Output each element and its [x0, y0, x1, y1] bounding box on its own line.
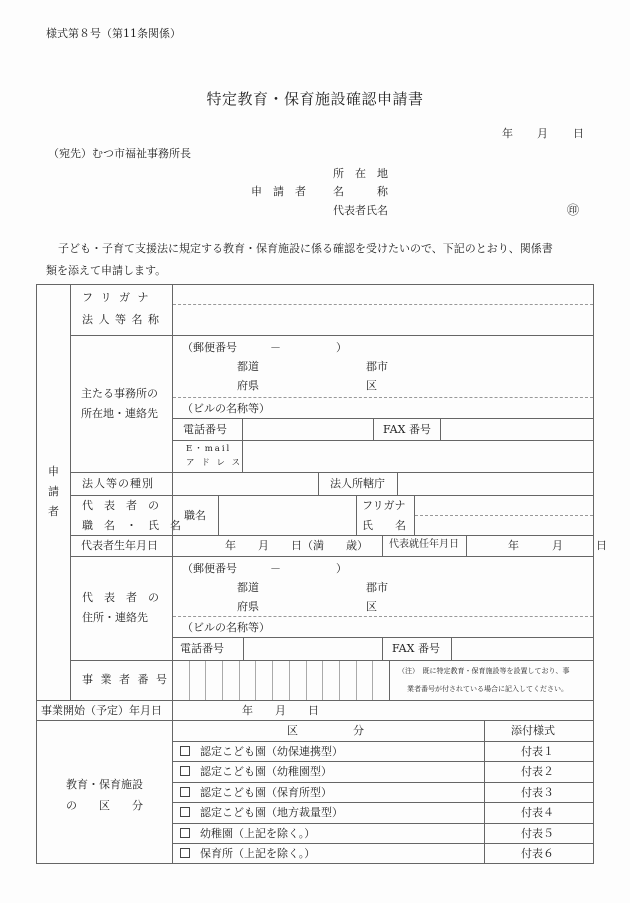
corp-name-input[interactable]	[173, 305, 593, 334]
category-label: 認定こども園（幼稚園型）	[200, 765, 332, 779]
business-number-cell-divider	[272, 661, 273, 700]
rep-phone-input[interactable]	[244, 638, 382, 659]
business-number-cell-divider	[205, 661, 206, 700]
job-title-label: 職名	[184, 509, 206, 522]
category-attachment: 付表５	[521, 826, 554, 840]
applicant-location-label: 所 在 地	[333, 167, 388, 180]
checkbox-icon[interactable]	[180, 787, 190, 797]
rep-title-label-2: 職 名 ・ 氏 名	[82, 519, 181, 532]
rep-building-label: （ビルの名称等）	[182, 621, 270, 634]
category-label: 幼稚園（上記を除く。）	[200, 826, 316, 840]
start-date-label: 事業開始（予定）年月日	[41, 704, 162, 717]
business-number-cell-divider	[189, 661, 190, 700]
rep-fuken-label: 府県	[237, 600, 259, 613]
category-label: 認定こども園（地方裁量型）	[200, 806, 343, 820]
rep-fax-input[interactable]	[452, 638, 593, 659]
rep-title-label-1: 代 表 者 の	[82, 499, 159, 512]
corp-name-label: 法 人 等 名 称	[82, 313, 160, 326]
intro-text-line-2: 類を添えて申請します。	[46, 264, 167, 277]
facility-label-2: の 区 分	[66, 799, 143, 812]
rep-gunshi-label: 郡市	[366, 581, 388, 594]
category-label: 保育所（上記を除く。）	[200, 847, 316, 860]
business-number-cell-divider	[289, 661, 290, 700]
office-email-label-2: ア ド レ ス	[186, 458, 243, 468]
business-number-cell-divider	[322, 661, 323, 700]
intro-text-1: 子ども・子育て支援法に規定する教育・保育施設に係る確認を受けたいので、下記のとおり、関係書	[58, 242, 553, 255]
rep-name-input[interactable]	[415, 516, 593, 534]
business-number-cell-divider	[356, 661, 357, 700]
corp-type-label: 法人等の種別	[82, 477, 154, 490]
office-label-2: 所在地・連絡先	[81, 407, 158, 420]
business-number-label: 事 業 者 番 号	[82, 673, 169, 686]
office-fuken-label: 府県	[237, 379, 259, 392]
business-number-note-2: 業者番号が付されている場合に記入してください。	[407, 685, 568, 693]
rep-phone-label: 電話番号	[180, 642, 224, 655]
office-postal-label: （郵便番号 － ）	[182, 341, 347, 354]
category-attachment: 付表１	[521, 745, 554, 758]
business-number-cell-divider	[306, 661, 307, 700]
office-ku-label: 区	[366, 379, 377, 392]
facility-label-1: 教育・保育施設	[66, 778, 143, 791]
category-label: 認定こども園（幼保連携型）	[200, 745, 343, 758]
checkbox-icon[interactable]	[180, 807, 190, 817]
business-number-cell-divider	[339, 661, 340, 700]
business-number-cell-divider	[372, 661, 373, 700]
applicant-representative-label: 代表者氏名	[333, 204, 388, 217]
seal-icon: ㊞	[567, 203, 580, 217]
applicant-side-label-3: 者	[48, 505, 59, 518]
office-fax-input[interactable]	[441, 419, 593, 439]
category-row[interactable]	[180, 828, 315, 839]
start-date-value[interactable]: 年 月 日	[242, 704, 319, 717]
rep-ku-label: 区	[366, 600, 377, 613]
applicant-label: 申 請 者	[251, 185, 306, 198]
category-row[interactable]	[180, 746, 343, 757]
date-month-label: 月	[537, 127, 548, 140]
checkbox-icon[interactable]	[180, 766, 190, 776]
rep-furigana-label: フリガナ	[362, 499, 406, 512]
rep-name-label: 氏 名	[362, 519, 406, 532]
office-gunshi-label: 郡市	[366, 360, 388, 373]
category-row[interactable]	[180, 787, 332, 798]
rep-postal-label: （郵便番号 － ）	[182, 562, 347, 575]
category-row[interactable]	[180, 807, 343, 818]
job-title-input[interactable]	[219, 496, 356, 534]
category-attachment: 付表６	[521, 847, 554, 860]
business-number-cell-divider	[255, 661, 256, 700]
business-number-cell-divider	[222, 661, 223, 700]
corp-type-input[interactable]	[173, 473, 318, 494]
date-year-label: 年	[502, 127, 513, 140]
applicant-side-label-1: 申	[48, 465, 59, 478]
checkbox-icon[interactable]	[180, 848, 190, 858]
page-title: 特定教育・保育施設確認申請書	[206, 90, 424, 108]
attachment-header: 添付様式	[511, 724, 555, 737]
rep-birth-label: 代表者生年月日	[81, 539, 158, 552]
category-attachment: 付表３	[521, 785, 554, 799]
category-label: 認定こども園（保育所型）	[200, 785, 332, 799]
category-attachment: 付表２	[521, 765, 554, 779]
category-attachment: 付表４	[521, 806, 554, 820]
checkbox-icon[interactable]	[180, 828, 190, 838]
business-number-cell-divider	[239, 661, 240, 700]
office-fax-label: FAX 番号	[383, 423, 431, 436]
office-label-1: 主たる事務所の	[81, 387, 158, 400]
office-email-label-1: E・mail	[186, 444, 232, 454]
addressee: （宛先）むつ市福祉事務所長	[48, 147, 191, 160]
office-email-input[interactable]	[243, 441, 593, 471]
office-phone-input[interactable]	[243, 419, 373, 439]
date-day-label: 日	[573, 127, 584, 140]
corp-authority-label: 法人所轄庁	[330, 477, 385, 490]
furigana-label: フ リ ガ ナ	[82, 291, 151, 304]
rep-fax-label: FAX 番号	[392, 642, 440, 655]
rep-address-label-1: 代 表 者 の	[82, 591, 159, 604]
category-row[interactable]	[180, 766, 332, 777]
office-phone-label: 電話番号	[183, 423, 227, 436]
checkbox-icon[interactable]	[180, 746, 190, 756]
applicant-name-label: 名 称	[333, 185, 388, 198]
rep-appointed-value[interactable]: 年 月 日	[508, 539, 607, 552]
business-number-note-1: （注） 既に特定教育・保育施設等を設置しており、事	[398, 667, 570, 675]
office-building-label: （ビルの名称等）	[182, 402, 270, 415]
form-number: 様式第８号（第11条関係）	[46, 27, 181, 40]
applicant-side-label-2: 請	[48, 485, 59, 498]
rep-appointed-label: 代表就任年月日	[389, 539, 459, 550]
rep-birth-value[interactable]: 年 月 日（満 歳）	[225, 539, 368, 552]
intro-text-line-1	[46, 243, 553, 254]
corp-authority-input[interactable]	[398, 473, 593, 494]
category-row[interactable]	[180, 848, 315, 859]
rep-todo-label: 都道	[237, 581, 259, 594]
office-todo-label: 都道	[237, 360, 259, 373]
rep-address-label-2: 住所・連絡先	[82, 611, 148, 624]
category-header: 区 分	[287, 724, 364, 737]
